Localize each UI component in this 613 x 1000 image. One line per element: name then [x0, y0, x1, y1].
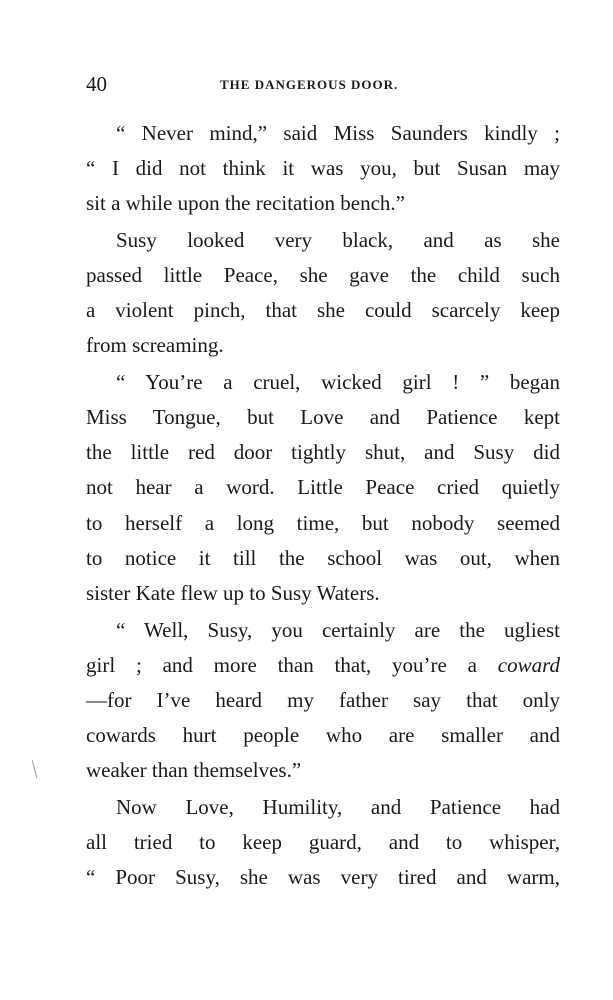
text-segment: girl ; and more than that, you’re a — [86, 652, 477, 677]
body-text — [86, 116, 560, 895]
text-line: weaker than themselves.” — [86, 758, 302, 783]
running-title: THE DANGEROUS DOOR. — [220, 77, 399, 92]
text-line: a violent pinch, that she could scarcely keep — [86, 298, 560, 323]
text-line: from screaming. — [86, 333, 224, 358]
text-line: the little red door tightly shut, and Susy did — [86, 440, 560, 465]
text-line-with-emphasis — [86, 648, 560, 683]
italic-word: coward — [497, 652, 561, 677]
text-line: —for I’ve heard my father say that only — [86, 687, 560, 712]
text-line: “ Poor Susy, she was very tired and warm, — [86, 865, 560, 890]
text-line: Susy looked very black, and as she — [116, 227, 560, 252]
text-line: “ I did not think it was you, but Susan may — [86, 156, 560, 181]
text-line: Now Love, Humility, and Patience had — [116, 794, 560, 819]
text-line: “ Well, Susy, you certainly are the ugliest — [116, 617, 560, 642]
page-header — [86, 72, 546, 102]
page-number: 40 — [86, 72, 107, 96]
text-line: cowards hurt people who are smaller and — [86, 723, 560, 748]
text-line: Miss Tongue, but Love and Patience kept — [86, 405, 560, 430]
text-line: not hear a word. Little Peace cried quietly — [86, 475, 560, 500]
text-line: all tried to keep guard, and to whisper, — [86, 829, 560, 854]
text-line: “ Never mind,” said Miss Saunders kindly ; — [116, 121, 560, 145]
text-line: passed little Peace, she gave the child such — [86, 263, 560, 288]
margin-mark — [32, 760, 38, 778]
text-line: to notice it till the school was out, when — [86, 545, 560, 570]
text-line: to herself a long time, but nobody seemed — [86, 510, 560, 535]
text-line: “ You’re a cruel, wicked girl ! ” began — [116, 369, 560, 394]
text-line: sit a while upon the recitation bench.” — [86, 191, 405, 216]
text-line: sister Kate flew up to Susy Waters. — [86, 581, 380, 606]
